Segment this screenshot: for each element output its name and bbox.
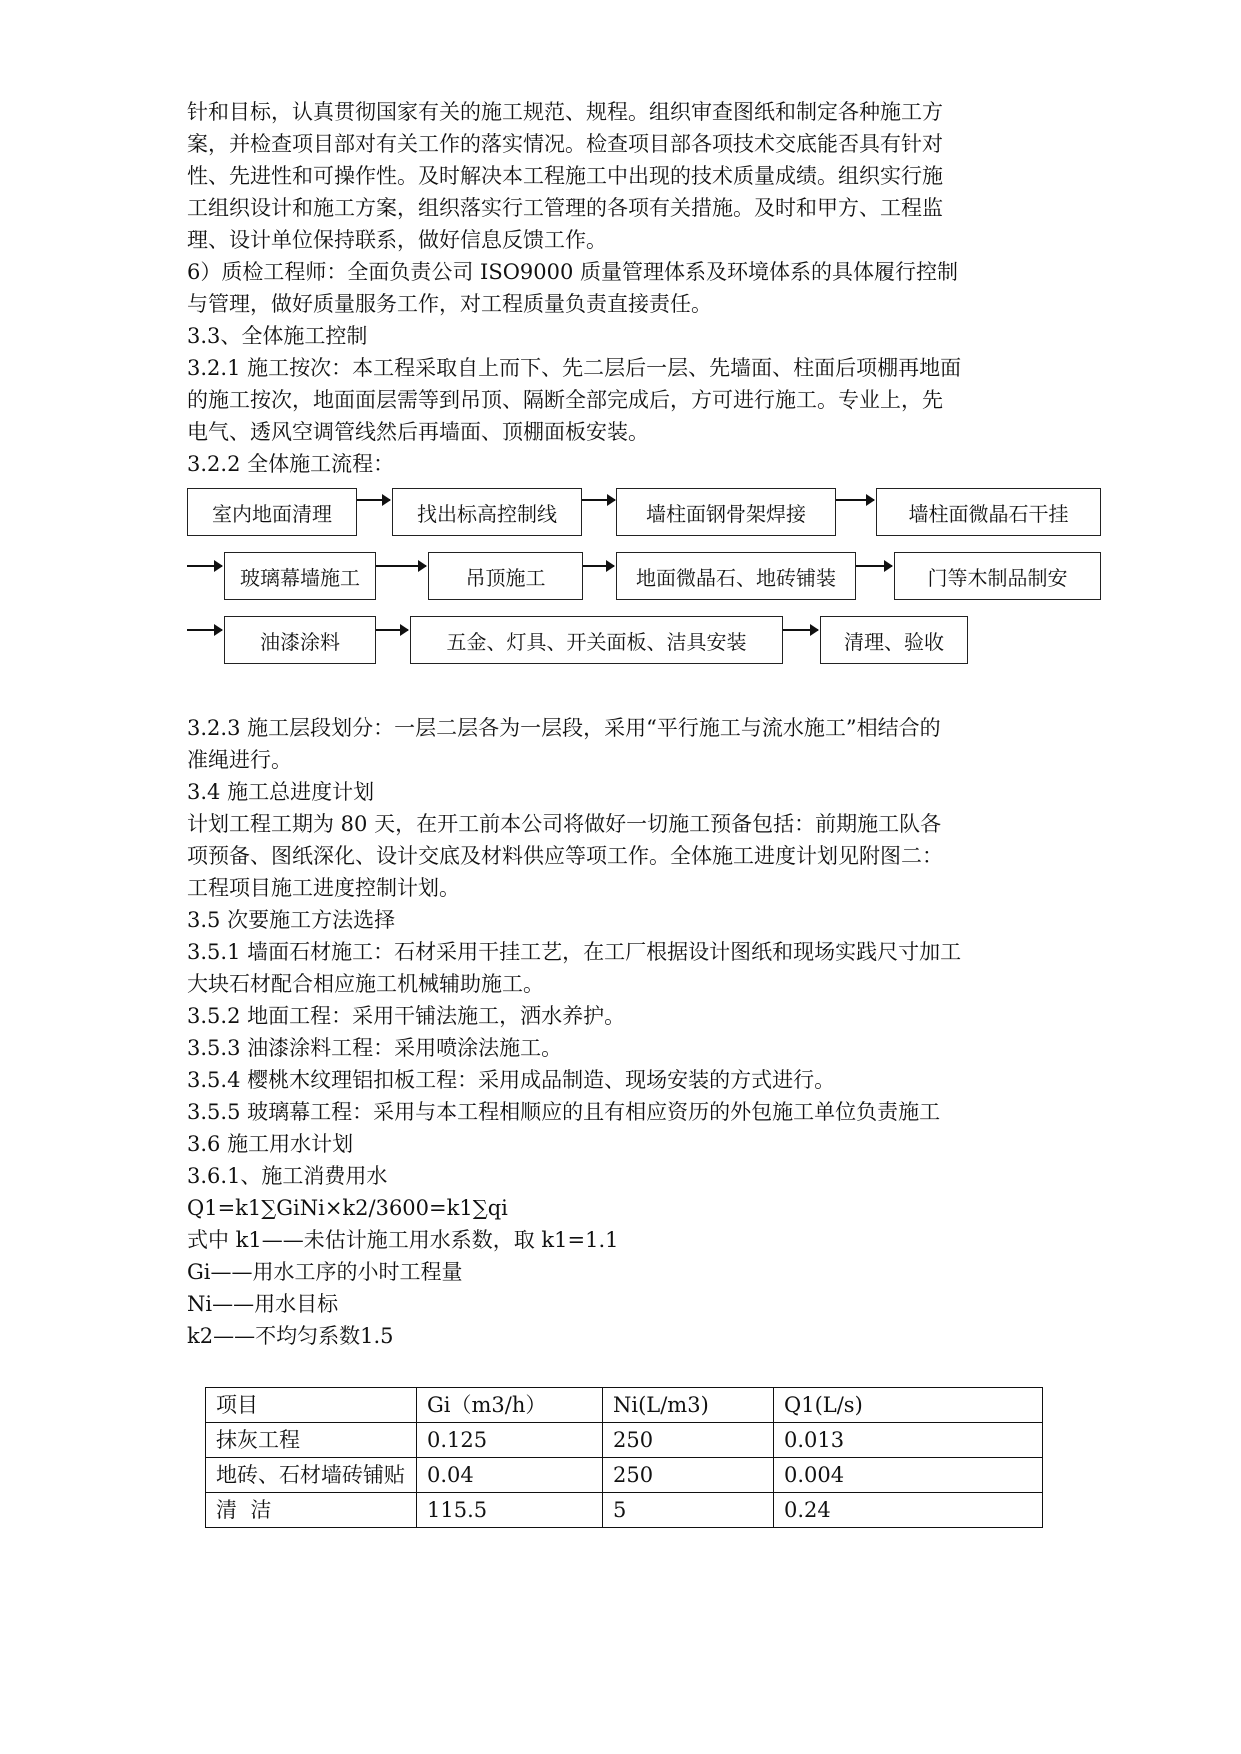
section-heading: 3.6.1、施工消费用水 bbox=[187, 1164, 388, 1188]
flow-arrow bbox=[583, 565, 614, 567]
text-line: 3.5.3 油漆涂料工程：采用喷涂法施工。 bbox=[187, 1036, 563, 1060]
table-row bbox=[206, 1458, 1043, 1493]
table-cell: 5 bbox=[603, 1493, 774, 1528]
flow-arrow bbox=[357, 499, 390, 501]
table-cell: 清 洁 bbox=[206, 1493, 417, 1528]
table-row bbox=[206, 1493, 1043, 1528]
table-header-cell: Q1(L/s) bbox=[774, 1388, 1043, 1423]
table-header-cell: Ni(L/m3) bbox=[603, 1388, 774, 1423]
table-cell: 0.013 bbox=[774, 1423, 1043, 1458]
flow-step: 门等木制品制安 bbox=[894, 552, 1101, 600]
flow-arrow bbox=[582, 499, 615, 501]
flow-arrow bbox=[187, 565, 222, 567]
text-line: 大块石材配合相应施工机械辅助施工。 bbox=[187, 972, 544, 996]
section-heading: 3.6 施工用水计划 bbox=[187, 1132, 354, 1156]
flow-arrow bbox=[376, 629, 408, 631]
section-heading: 3.4 施工总进度计划 bbox=[187, 780, 375, 804]
flow-step: 五金、灯具、开关面板、洁具安装 bbox=[410, 616, 783, 664]
text-line: Ni——用水目标 bbox=[187, 1292, 339, 1316]
text-line: 电气、透风空调管线然后再墙面、顶棚面板安装。 bbox=[187, 420, 649, 444]
table-header-row bbox=[206, 1388, 1043, 1423]
text-line: 式中 k1——未估计施工用水系数，取 k1=1.1 bbox=[187, 1228, 619, 1252]
water-usage-table bbox=[205, 1387, 1043, 1528]
flow-step: 找出标高控制线 bbox=[392, 488, 582, 536]
text-line: 6）质检工程师：全面负责公司 ISO9000 质量管理体系及环境体系的具体履行控制 bbox=[187, 260, 959, 284]
text-line: 工程项目施工进度控制计划。 bbox=[187, 876, 460, 900]
text-line: 工组织设计和施工方案，组织落实行工管理的各项有关措施。及时和甲方、工程监 bbox=[187, 196, 943, 220]
table-cell: 0.04 bbox=[417, 1458, 603, 1493]
section-heading: 3.5 次要施工方法选择 bbox=[187, 908, 396, 932]
table-cell: 0.125 bbox=[417, 1423, 603, 1458]
flow-arrow bbox=[187, 629, 222, 631]
text-line: 性、先进性和可操作性。及时解决本工程施工中出现的技术质量成绩。组织实行施 bbox=[187, 164, 943, 188]
flow-arrow bbox=[376, 565, 426, 567]
table-cell: 0.004 bbox=[774, 1458, 1043, 1493]
formula: Q1=k1∑GiNi×k2/3600=k1∑qi bbox=[187, 1196, 508, 1220]
table-row bbox=[206, 1423, 1043, 1458]
section-heading: 3.3、全体施工控制 bbox=[187, 324, 368, 348]
text-line: 3.5.2 地面工程：采用干铺法施工，洒水养护。 bbox=[187, 1004, 626, 1028]
table-cell: 0.24 bbox=[774, 1493, 1043, 1528]
text-line: 3.5.1 墙面石材施工：石材采用干挂工艺，在工厂根据设计图纸和现场实践尺寸加工 bbox=[187, 940, 962, 964]
table-cell: 250 bbox=[603, 1458, 774, 1493]
flow-arrow bbox=[836, 499, 874, 501]
flow-step: 室内地面清理 bbox=[187, 488, 357, 536]
text-line: 的施工按次，地面面层需等到吊顶、隔断全部完成后，方可进行施工。专业上，先 bbox=[187, 388, 943, 412]
flow-arrow bbox=[856, 565, 892, 567]
table-cell: 抹灰工程 bbox=[206, 1423, 417, 1458]
text-line: 3.5.4 樱桃木纹理铝扣板工程：采用成品制造、现场安装的方式进行。 bbox=[187, 1068, 836, 1092]
text-line: 案，并检查项目部对有关工作的落实情况。检查项目部各项技术交底能否具有针对 bbox=[187, 132, 943, 156]
flow-step: 墙柱面微晶石干挂 bbox=[876, 488, 1101, 536]
text-line: Gi——用水工序的小时工程量 bbox=[187, 1260, 463, 1284]
text-line: 准绳进行。 bbox=[187, 748, 292, 772]
flow-step: 吊顶施工 bbox=[428, 552, 583, 600]
section-heading: 3.2.2 全体施工流程： bbox=[187, 452, 395, 476]
text-line: 3.2.1 施工按次：本工程采取自上而下、先二层后一层、先墙面、柱面后项棚再地面 bbox=[187, 356, 962, 380]
text-line: 计划工程工期为 80 天，在开工前本公司将做好一切施工预备包括：前期施工队各 bbox=[187, 812, 942, 836]
text-line: 针和目标，认真贯彻国家有关的施工规范、规程。组织审查图纸和制定各种施工方 bbox=[187, 100, 943, 124]
table-header-cell: Gi（m3/h） bbox=[417, 1388, 603, 1423]
flow-arrow bbox=[783, 629, 818, 631]
table-cell: 250 bbox=[603, 1423, 774, 1458]
flow-step: 墙柱面钢骨架焊接 bbox=[616, 488, 836, 536]
text-line: k2——不均匀系数1.5 bbox=[187, 1324, 394, 1348]
text-line: 3.5.5 玻璃幕工程：采用与本工程相顺应的且有相应资历的外包施工单位负责施工 bbox=[187, 1100, 941, 1124]
table-header-cell: 项目 bbox=[206, 1388, 417, 1423]
table-cell: 地砖、石材墙砖铺贴 bbox=[206, 1458, 417, 1493]
table-cell: 115.5 bbox=[417, 1493, 603, 1528]
flow-step: 油漆涂料 bbox=[224, 616, 376, 664]
text-line: 3.2.3 施工层段划分：一层二层各为一层段，采用“平行施工与流水施工”相结合的 bbox=[187, 716, 941, 740]
flow-step: 玻璃幕墙施工 bbox=[224, 552, 376, 600]
flow-step: 清理、验收 bbox=[820, 616, 968, 664]
flow-step: 地面微晶石、地砖铺装 bbox=[616, 552, 856, 600]
text-line: 理、设计单位保持联系，做好信息反馈工作。 bbox=[187, 228, 607, 252]
text-line: 项预备、图纸深化、设计交底及材料供应等项工作。全体施工进度计划见附图二： bbox=[187, 844, 943, 868]
text-line: 与管理，做好质量服务工作，对工程质量负责直接责任。 bbox=[187, 292, 712, 316]
